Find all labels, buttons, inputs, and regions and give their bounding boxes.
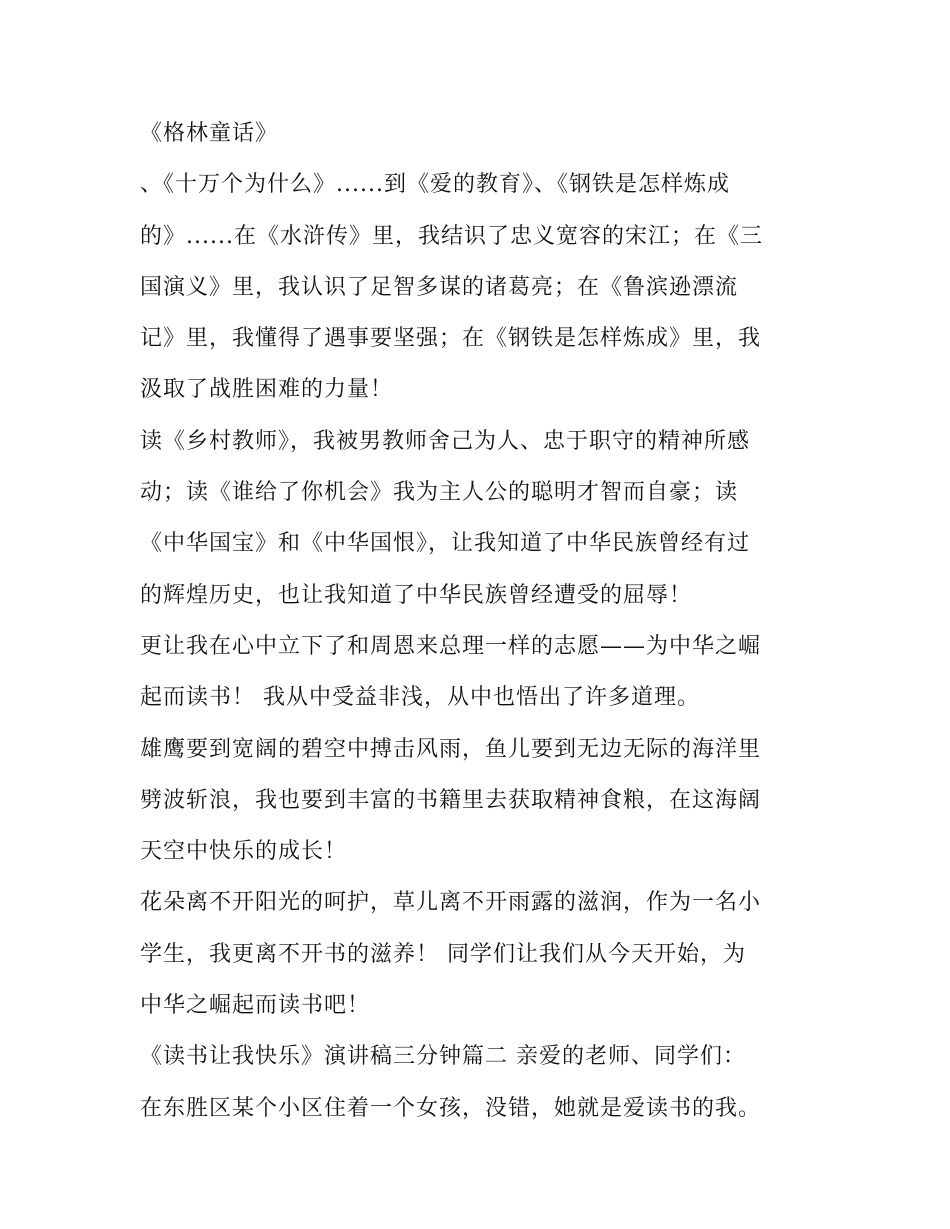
- text-line: 学生，我更离不开书的滋养！ 同学们让我们从今天开始，为: [140, 941, 746, 967]
- text-line: 记》里，我懂得了遇事要坚强；在《钢铁是怎样炼成》里，我: [140, 326, 762, 352]
- text-line: 《格林童话》: [140, 121, 279, 146]
- text-line: 中华之崛起而读书吧！: [140, 993, 371, 1019]
- text-line: 劈波斩浪，我也要到丰富的书籍里去获取精神食粮，在这海阔: [140, 787, 762, 813]
- text-line: 《读书让我快乐》演讲稿三分钟篇二 亲爱的老师、同学们：: [140, 1044, 746, 1070]
- text-line: 国演义》里，我认识了足智多谋的诸葛亮；在《鲁滨逊漂流: [140, 274, 739, 300]
- text-line: 、《十万个为什么》......到《爱的教育》、《钢铁是怎样炼成: [140, 172, 730, 198]
- document-body: [140, 108, 820, 1134]
- text-line: 在东胜区某个小区住着一个女孩，没错，她就是爱读书的我。: [140, 1095, 762, 1121]
- text-line: 起而读书！ 我从中受益非浅，从中也悟出了许多道理。: [140, 685, 700, 711]
- text-line: 的辉煌历史，也让我知道了中华民族曾经遭受的屈辱！: [140, 582, 693, 608]
- text-line: 读《乡村教师》，我被男教师舍己为人、忠于职守的精神所感: [140, 428, 751, 454]
- text-line: 动；读《谁给了你机会》我为主人公的聪明才智而自豪；读: [140, 480, 739, 506]
- text-line: 《中华国宝》和《中华国恨》，让我知道了中华民族曾经有过: [140, 531, 751, 557]
- text-line: 雄鹰要到宽阔的碧空中搏击风雨，鱼儿要到无边无际的海洋里: [140, 736, 762, 762]
- text-line: 天空中快乐的成长！: [140, 839, 348, 865]
- text-line: 更让我在心中立下了和周恩来总理一样的志愿——为中华之崛: [140, 633, 762, 659]
- text-line: 花朵离不开阳光的呵护，草儿离不开雨露的滋润，作为一名小: [140, 890, 762, 916]
- text-line: 的》......在《水浒传》里，我结识了忠义宽容的宋江；在《三: [140, 223, 763, 249]
- text-line: 汲取了战胜困难的力量！: [140, 377, 394, 403]
